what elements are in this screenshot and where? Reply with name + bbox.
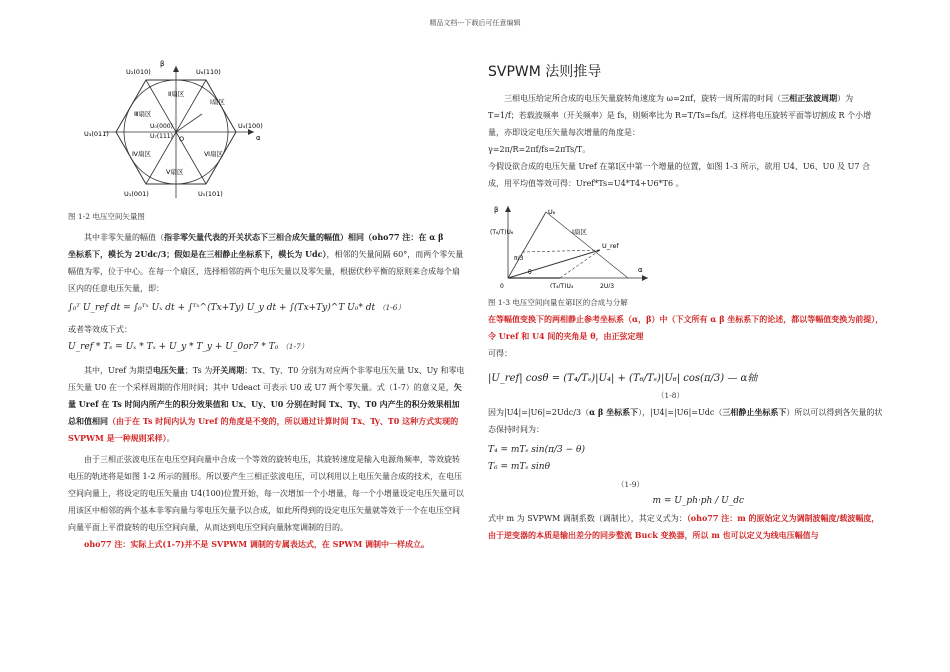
sector-label: Ⅰ扇区 (572, 228, 587, 236)
voltage-vector-diagram (76, 58, 276, 206)
paragraph-uref-assumption: 今假设欲合成的电压矢量 Uref 在第Ⅰ区中第一个增量的位置，如图 1-3 所示，欲用 U4、U6、U0 及 U7 合成，用平均值等效可得：Uref*Ts=U4*T4+U6*T6 。 (488, 162, 870, 188)
t4-component-label: (T₄/T)U₄ (550, 283, 574, 288)
dc-label: 2U/3 (600, 283, 615, 288)
u6-vector-label: U₆ (548, 208, 556, 216)
page-header: 精品文档---下载后可任意编辑 (429, 19, 521, 27)
sector-4-label: Ⅳ扇区 (132, 150, 151, 158)
beta-axis-label: β (160, 60, 165, 68)
equation-1-7: U_ref * Tₛ = Uₓ * Tₓ + U_y * T_y + U_0or7 * T₀ （1-7） (68, 342, 309, 352)
paragraph-equivalent: 或者等效成下式： (68, 325, 132, 334)
sector-one-diagram (488, 200, 658, 288)
note-oho77-spwm: oho77 注：实际上式(1-7)并不是 SVPWM 调制的专属表达式，在 SPWM 调制中一样成立。 (84, 539, 430, 549)
origin-label: O (179, 135, 185, 143)
paragraph-magnitudes: 因为|U4|=|U6|=2Udc/3（α β 坐标系下），|U4|=|U6|=Udc（三相静止坐标系下）所以可以得到各矢量的状态保持时间为： (488, 407, 883, 434)
section-title: SVPWM 法则推导 (488, 64, 602, 80)
equation-1-8-number: （1-8） (656, 391, 684, 400)
u6-label: U₆(110) (196, 68, 221, 76)
u3-label: U₃(011) (84, 130, 109, 138)
pi3-label: π/3 (514, 255, 524, 262)
sector-2-label: Ⅱ扇区 (168, 90, 185, 98)
equation-1-9-t6: T₆ = mTₛ sinθ (488, 462, 551, 472)
u4-label: U₄(100) (238, 122, 263, 130)
u5-label: U₅(101) (198, 190, 223, 198)
sector-3-label: Ⅲ扇区 (134, 110, 152, 118)
t6-component-label: (T₆/T)U₆ (490, 229, 514, 236)
paragraph-gamma: γ=2π/R=2πf/fs=2πTs/T。 (488, 145, 591, 154)
beta-label: β (494, 206, 499, 214)
paragraph-modulation-index: 式中 m 为 SVPWM 调制系数（调制比），其定义式为：（oho77 注：m 的原始定义为调制波幅度/载波幅度，由于逆变器的本质是输出差分的同步整流 Buck 变换器，所以 m 也可以定义为线电压幅值与 (488, 513, 880, 540)
origin-zero-label: 0 (500, 283, 504, 288)
right-column (488, 62, 884, 544)
equation-1-6: ∫₀ᵀ U_ref dt = ∫₀ᵀˣ Uₓ dt + ∫ᵀˣ^(Tx+Ty) U_y dt + ∫(Tx+Ty)^T U₀* dt （1-6） (68, 303, 406, 313)
fig-1-3-caption: 图 1-3 电压空间向量在第Ⅰ区的合成与分解 (488, 298, 628, 307)
paragraph-rotating-voltage: 由于三相正弦波电压在电压空间向量中合成一个等效的旋转电压，其旋转速度是输入电源角频率，等效旋转电压的轨迹将是如图 1-2 所示的圆形。所以要产生三相正弦波电压，可以利用以上电压矢量合成的技术，在电压空间向量上，将设定的电压矢量由 U4(100)位置开始，每一次增加一个小增量，每一个小增量设定电压矢量可以用该区中相邻的两个基本非零向量与零电压矢量予以合成，如此所得到的设定电压矢量就等效于一个在电压空间向量平面上平滑旋转的电压空间向量，从而达到电压空间向量脉宽调制的目的。 (68, 455, 464, 532)
paragraph-equal-amplitude: 在等幅值变换下的两相静止参考坐标系（α，β）中（下文所有 α β 坐标系下的论述，都以等幅值变换为前提），令 Uref 和 U4 间的夹角是 θ，由正弦定理 (488, 314, 884, 341)
equation-1-8: |U_ref| cosθ = (T₄/Tₛ)|U₄| + (T₆/Tₛ)|U₆| cos(π/3) — α轴 (488, 373, 758, 384)
paragraph-angular-speed: 三相电压给定所合成的电压矢量旋转角速度为 ω=2πf，旋转一周所需的时间（三相正弦波周期）为 T=1/f；若载波频率（开关频率）是 fs，则频率比为 R=T/Ts=fs/f。这样将电压旋转平面等切割成 R 个小增量，亦即设定电压矢量每次增量的角度是： (488, 93, 872, 137)
equation-m: m = U_ph·ph / U_dc (652, 496, 744, 506)
u7-label: U₇(111) (150, 133, 173, 140)
equation-1-9-number: （1-9） (616, 480, 644, 489)
theta-label: θ (528, 269, 532, 276)
paragraph-obtain: 可得： (488, 349, 512, 358)
sector-5-label: Ⅴ扇区 (166, 168, 184, 176)
u2-label: U₂(010) (126, 68, 151, 76)
u0-label: U₀(000) (150, 123, 173, 130)
sector-6-label: Ⅵ扇区 (204, 150, 223, 158)
paragraph-vector-magnitude: 其中非零矢量的幅值（指非零矢量代表的开关状态下三相合成矢量的幅值）相同（oho77 注：在 α β 坐标系下，模长为 2Udc/3；假如是在三相静止坐标系下，模长为 Udc），相邻的矢量间隔 60°，而两个零矢量幅值为零，位于中心。在每一个扇区，选择相邻的两个电压矢量以及零矢量，根据伏秒平衡的原则来合成每个扇区内的任意电压矢量，即： (68, 232, 464, 293)
paragraph-definitions: 其中，Uref 为期望电压矢量；Ts 为开关周期；Tx、Ty、T0 分别为对应两个非零电压矢量 Ux、Uy 和零电压矢量 U0 在一个采样周期的作用时间；其中 Udeact 可表示 U0 或 U7 两个零矢量。式（1-7）的意义是，矢量 Uref 在 Ts 时间内所产生的积分效果值和 Ux、Uy、U0 分别在时间 Tx、Ty、T0 内产生的积分效果相加总和值相同（由于在 Ts 时间内认为 Uref 的角度是不变的，所以通过计算时间 Tx、Ty、T0 这种方式实现的 SVPWM 是一种规则采样）。 (68, 365, 465, 443)
uref-label: U_ref (602, 242, 619, 250)
equation-1-9-t4: T₄ = mTₛ sin(π/3 − θ) (488, 445, 585, 455)
fig-1-2-caption: 图 1-2 电压空间矢量图 (68, 212, 145, 221)
u1-label: U₁(001) (124, 190, 149, 198)
alpha-axis-label: α (256, 134, 261, 142)
alpha-label: α (638, 266, 643, 274)
sector-1-label: Ⅰ扇区 (210, 98, 225, 106)
